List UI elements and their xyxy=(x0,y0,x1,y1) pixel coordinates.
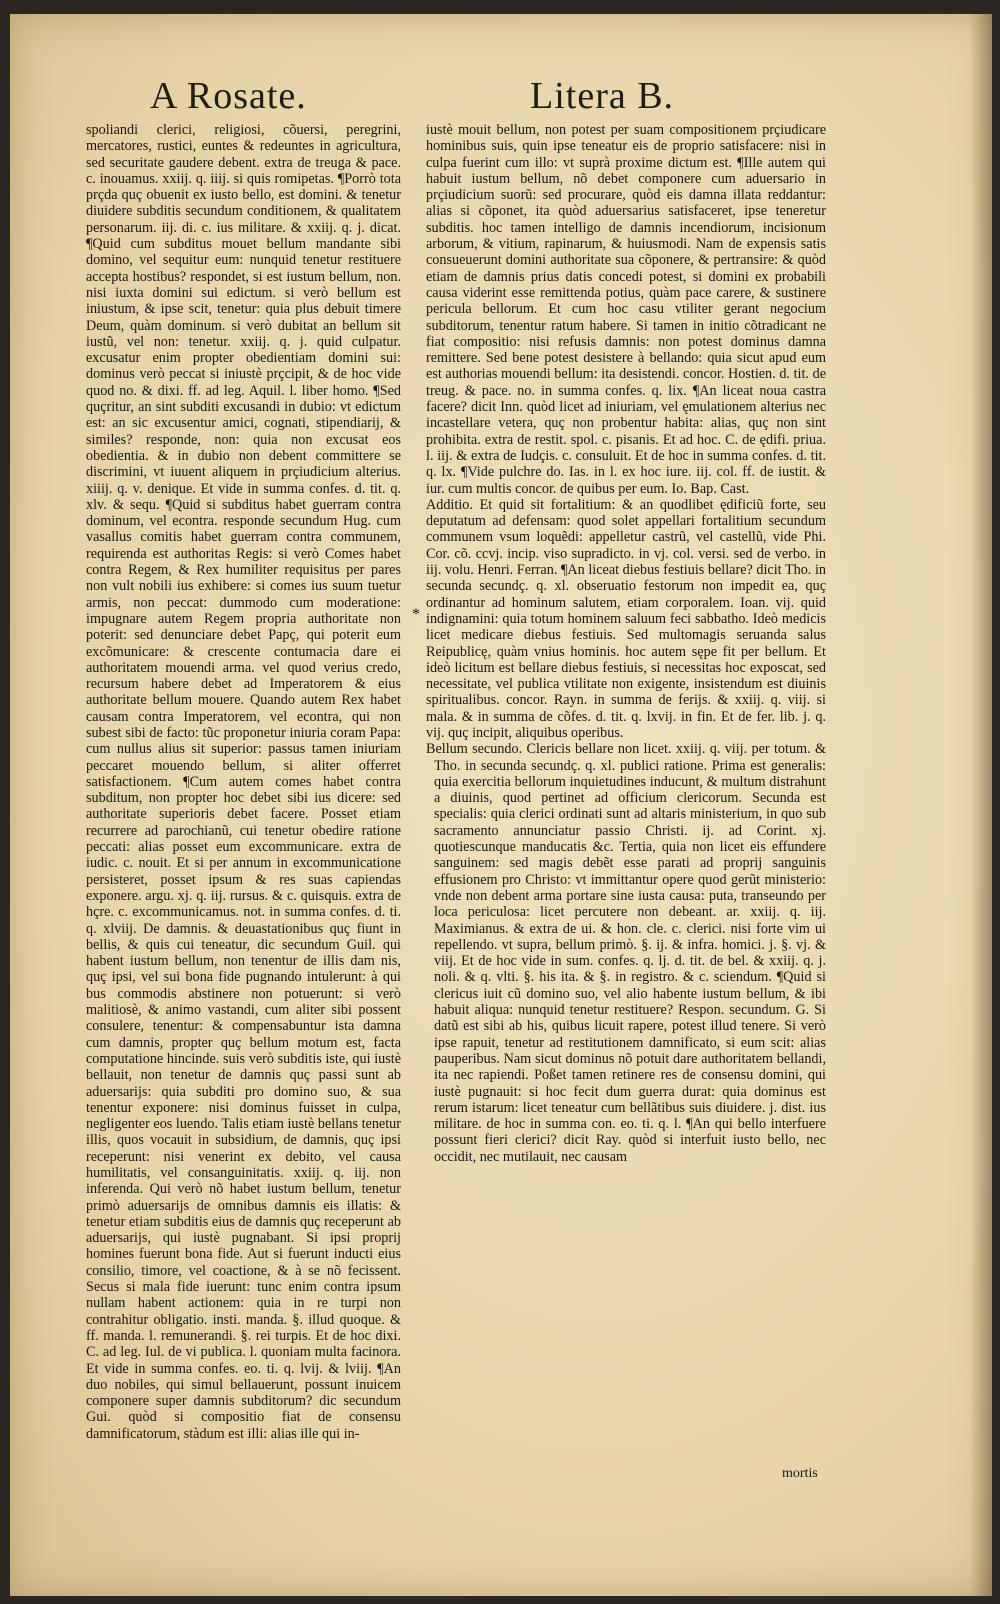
running-header-right: Litera B. xyxy=(530,75,675,117)
catchword: mortis xyxy=(782,1466,818,1481)
right-column-paragraph-1: iustè mouit bellum, non potest per suam compositionem prçiudicare hominibus suis, quin ipse teneatur eis de proprio satisfacere: nisi in culpa fuerint cum illo: vt suprà proxime dictum est. ¶Ille autem qui habuit iustum bellum, nõ debet componere cum aduersario in prçiudicium suorũ: sed procurare, quòd eis damna illata reddantur: alias si cõponet, ita quòd aduersarius satisfaceret, ipse teneretur subditis. hoc tamen intelligo de damnis incendiorum, incisionum arborum, & vitium, rapinarum, & huiusmodi. Nam de expensis satis consueuerunt domini authoritate sua cõponere, & pertransire: & quòd etiam de damnis prius datis concedi potest, si domini ex probabili causa viderint esse remittenda potius, quàm pace carere, & sustinere pericula bellorum. Et cum hoc casu vtiliter gerant negocium subditorum, tenentur ratum habere. Si tamen in initio cõtradicant ne fiat compositio: nisi refusis damnis: non potest dominus damna remittere. Sed bene potest desistere à bellando: quia sicut apud eum est authorias mouendi bellum: ita desistendi. concor. Hostien. d. tit. de treug. & pace. no. in summa confes. q. lix. ¶An liceat noua castra facere? dicit Inn. quòd licet ad iniuriam, vel ęmulationem alterius nec incastellare vetera, quç non probentur habita: alias, quç non sint prohibita. extra de restit. spol. c. pisanis. Et ad hoc. C. de ędifi. priua. l. iij. & extra de Iudçis. c. consuluit. Et de hoc in summa confes. d. tit. q. lx. ¶Vide pulchre do. Ias. in l. ex hoc iure. iij. col. ff. de iustit. & iur. cum multis concor. de quibus per eum. Io. Bap. Cast. xyxy=(426,122,826,497)
right-column-paragraph-additio: Additio. Et quid sit fortalitium: & an quodlibet ędificiũ forte, seu deputatum ad defensam: quod solet appellari fortalitium secundum communem vsum loquẽdi: appelletur castrũ, vel castellũ, vide Phi. Cor. cõ. ccvj. incip. viso supradicto. in vj. col. versi. sed de verbo. in iij. volu. Henri. Ferran. ¶An liceat diebus festiuis bellare? dicit Tho. in secunda secundç. q. xl. obseruatio festorum non impedit ea, quç ordinantur ad hominum salutem, etiam corporalem. Ioan. vij. quid indignamini: quia totum hominem saluum feci sabbatho. Ideò medicis licet medicare diebus festiuis. Sed multomagis seruanda salus Reipublicę, quàm vnius hominis. hoc autem sępe fit per bellum. Et ideò licitum est bellare diebus festiuis, si necessitas hoc exposcat, sed necessitate, vel publica vtilitate non exigente, insistendum est diuinis spiritualibus. concor. Rayn. in summa de ferijs. & xxiij. q. viij. si mala. & in summa de cõfes. d. tit. q. lxvij. in fin. Et de fer. lib. j. q. vij. quç incipit, aliquibus operibus. xyxy=(426,496,826,741)
left-column-paragraph: spoliandi clerici, religiosi, cõuersi, peregrini, mercatores, rustici, euntes & redeuntes in agricultura, sed securitate gaudere debent. extra de treuga & pace. c. inouamus. xxiij. q. iiij. si quis romipetas. ¶Porrò tota prçda quç obuenit ex iusto bello, est domini. & tenetur diuidere subditis secundum conditionem, & qualitatem personarum. iij. di. c. ius militare. & xxiij. q. j. dicat. ¶Quid cum subditus mouet bellum mandante sibi domino, vel sequitur eum: nunquid tenetur restituere accepta hostibus? respondet, si est iustum bellum, non. nisi iuxta domini sui edictum. si verò bellum est iniustum, & ipse scit, tenetur: quia plus debuit timere Deum, quàm dominum. si verò dubitat an bellum sit iustũ, vel non: tenetur. xxiij. q. j. quid culpatur. excusatur enim propter obedientiam domini sui: dominus verò peccat si iniustè prçcipit, & de hoc vide quod no. & dixi. ff. ad leg. Aquil. l. liber homo. ¶Sed quçritur, an sint subditi excusandi in dubio: vt edictum est: an sic excusentur amici, cognati, stipendiarij, & similes? responde, non: quia non excusat eos obedientia. & in dubio non debent committere se discrimini, vt iuuent aliquem in prçiudicium alterius. xiiij. q. v. denique. Et vide in summa confes. d. tit. q. xlv. & sequ. ¶Quid si subditus habet guerram contra dominum, vel econtra. responde secundum Hug. cum vasallus comitis habet guerram contra communem, requirenda est authoritas Regis: si verò Comes habet contra Regem, & Rex humiliter requisitus per pares non vult nobili ius exhibere: si comes ius suum tuetur armis, non peccat: dummodo cum moderatione: impugnare autem Regem propria authoritate non poterit: sed denunciare debet Papç, qui poterit eum excõmunicare: & crescente contumacia dare ei authoritatem mouendi arma. vel quod verius credo, recursum habere debet ad Imperatorem & eius authoritate bellum mouere. Quando autem Rex habet causam contra Imperatorem, vel econtra, qui non subest sibi de facto: tũc proponetur iniuria coram Papa: cum nullus alius sit superior: passus tamen iniuriam peccaret mouendo bellum, si aliter offerret satisfactionem. ¶Cum autem comes habet contra subditum, non propter hoc debet sibi ius dicere: sed authoritate superioris debet facere. Posset etiam recurrere ad parochianũ, cui tenetur obedire ratione peccati: alias posset eum excommunicare. extra de iudic. c. nouit. Et si per annum in excommunicatione persisteret, posset ipsum & res suas capiendas exponere. argu. xj. q. iij. rursus. & c. quisquis. extra de hçre. c. excommunicamus. not. in summa confes. d. ti. q. xlviij. De damnis. & deuastationibus quç fiunt in bellis, & quis cui teneatur, dic secundum Guil. qui habent iustum bellum, non tenentur de illis dam nis, quç ipsi, vel sui bona fide pugnando intulerunt: à qui bus commodis abstinere non potuerunt: si verò malitiosè, & animo vastandi, cum aliter sibi possent consulere, tenentur: & compensabuntur ista damna cum damnis, propter quç bellum motum est, facta computatione hincinde. suis verò subditis iste, qui iustè bellauit, non tenetur de damnis quç passi sunt ab aduersarijs: quia subditi pro domino suo, & sua tenentur exponere: nisi dominus fuisset in culpa, negligenter eos luendo. Talis etiam iustè bellans tenetur illis, quos vocauit in subsidium, de damnis, quç ipsi receperunt: nisi venerint ex debito, vel causa humilitatis, vel consanguinitatis. xxiij. q. iij. non inferenda. Qui verò nõ habet iustum bellum, tenetur primò aduersarijs de omnibus damnis eis illatis: & tenetur etiam subditis eius de damnis quç receperunt ab aduersarijs, qui iustè pugnabant. Si ipsi proprij homines fuerunt bona fide. Aut si fuerunt inducti eius consilio, timore, vel coactione, & à se nõ fecissent. Secus si mala fide iuerunt: tunc enim contra ipsum nullam habent actionem: quia in re turpi non contrahitur obligatio. insti. manda. §. illud quoque. & ff. manda. l. remunerandi. §. rei turpis. Et de hoc dixi. C. ad leg. Iul. de vi publica. l. quoniam multa facinora. Et vide in summa confes. eo. ti. q. lvij. & lviij. ¶An duo nobiles, qui simul bellauerunt, possunt inuicem componere super damnis subditorum? dic secundum Gui. quòd si compositio fiat de consensu damnificatorum, stàdum est illi: alias ille qui in- xyxy=(86,122,401,1442)
book-page xyxy=(10,14,992,1596)
right-text-column xyxy=(426,122,826,1165)
page-edge-shadow xyxy=(970,14,992,1596)
left-text-column xyxy=(86,122,401,1442)
running-header-left: A Rosate. xyxy=(150,75,307,117)
right-column-paragraph-bellum: Bellum secundo. Clericis bellare non licet. xxiij. q. viij. per totum. & Tho. in secunda secundç. q. xl. publici ratione. Prima est generalis: quia exercitia bellorum inquietudines inducunt, & multum distrahunt a diuinis, quod pertinet ad officium clericorum. Secunda est specialis: quia clerici ordinati sunt ad altaris ministerium, in quo sub sacramento annunciatur passio Christi. ij. ad Corint. xj. quotiescunque manducatis &c. Tertia, quia non licet eis effundere sanguinem: sed magis debẽt esse parati ad proprij sanguinis effusionem pro Christo: vt immittantur opere quod gerũt ministerio: vnde non debent arma portare sine iusta causa: puta, transeundo per loca periculosa: licet percutere non debeant. ar. xxiij. q. iij. Maximianus. & extra de ui. & hon. cle. c. clerici. nisi forte vim ui repellendo. vt supra, bellum primò. §. ij. & infra. homici. j. §. vj. & viij. Et de hoc vide in sum. confes. q. lj. d. tit. de bel. & xxiij. q. j. noli. & q. vlti. §. his ita. & §. in registro. & c. sciendum. ¶Quid si clericus iuit cũ domino suo, vel alio habente iustum bellum, & ibi habuit aliqua: nunquid tenetur restituere? Respon. secundum. G. Si datũ est sibi ab his, quibus licuit rapere, potest illud tenere. Si verò ipse rapuit, tenetur ad restitutionem damnificato, si eum scit: alias pauperibus. Nam sicut dominus nõ potuit dare authoritatem bellandi, ita nec rapiendi. Poßet tamen retinere res de consensu domini, qui iustè pugnauit: si hoc fecit dum guerra durat: quia dominus est rerum istarum: licet teneatur cum bellãtibus suis diuidere. j. dist. ius militare. de hoc in summa con. eo. ti. q. l. ¶An qui bello interfuere possunt fieri clerici? dicit Ray. quòd si interfuit iusto bello, nec occidit, nec mutilauit, nec causam xyxy=(426,741,826,1165)
marginal-asterisk: * xyxy=(412,606,420,623)
